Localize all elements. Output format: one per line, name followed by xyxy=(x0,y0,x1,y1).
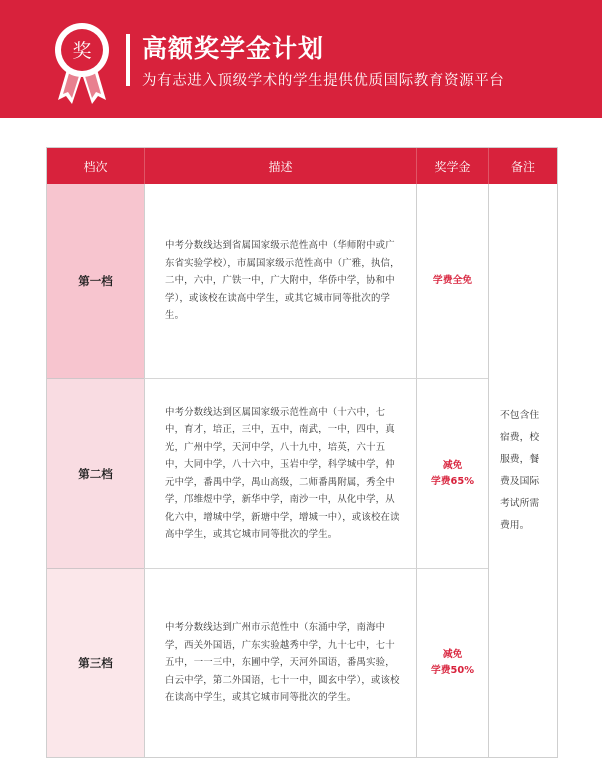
table-row-3-description xyxy=(144,568,416,757)
row-3-description-text: 中考分数线达到广州市示范性中（东涌中学，南海中学，西关外国语，广东实验越秀中学，九十七中，七十五中，一一三中，东圃中学，天河外国语，番禺实验，白云中学，第二外国语，七十一中，圆玄中学），或该校在读高中学生，或其它城市同等批次的学生。 xyxy=(165,622,400,704)
table-row-1-award xyxy=(416,184,488,378)
page-subtitle: 为有志进入顶级学术的学生提供优质国际教育资源平台 xyxy=(142,73,505,89)
header-award: 奖学金 xyxy=(416,148,488,184)
table-row-2-tier: 第二档 xyxy=(47,378,144,568)
row-2-description-text: 中考分数线达到区属国家级示范性高中（十六中，七中，育才，培正，三中，五中，南武，一中，四中，真光，广州中学，天河中学，八十九中，培英，六十五中，大同中学，八十六中，玉岩中学，科学城中学，仲元中学，番禺中学，禺山高级，二师番禺附属，秀全中学，邝维煜中学，新华中学，南沙一中，从化中学，从化六中，增城中学，新塘中学，增城一中），或该校在读高中学生，或其它城市同等批次的学生。 xyxy=(165,406,400,540)
row-2-award-line1: 减免 xyxy=(442,459,463,471)
table-note-cell xyxy=(488,184,557,757)
row-1-award-line1: 学费全免 xyxy=(432,275,473,286)
header-tier: 档次 xyxy=(47,148,144,184)
page-title: 高额奖学金计划 xyxy=(142,34,325,63)
row-3-award-line2: 学费50% xyxy=(430,665,475,676)
table-row-1-description xyxy=(144,184,416,378)
badge-char: 奖 xyxy=(72,40,92,62)
row-2-award-line2: 学费65% xyxy=(430,475,475,487)
header-note: 备注 xyxy=(488,148,557,184)
table-row-2-description xyxy=(144,378,416,568)
header-banner xyxy=(0,0,602,118)
row-1-description-text: 中考分数线达到省属国家级示范性高中（华师附中或广东省实验学校），市属国家级示范性高中（广雅，执信，二中，六中，广铁一中，广大附中，华侨中学，协和中学），或该校在读高中学生，或其它城市同等批次的学生。 xyxy=(165,240,400,322)
table-row-3-tier: 第三档 xyxy=(47,568,144,757)
table-row-3-award xyxy=(416,568,488,757)
header-description: 描述 xyxy=(144,148,416,184)
table-row-2-award xyxy=(416,378,488,568)
award-ribbon-icon xyxy=(52,14,112,106)
title-divider xyxy=(126,34,130,86)
note-text: 不包含住宿费，校服费，餐费及国际考试所需费用。 xyxy=(500,409,540,531)
row-3-award-line1: 减免 xyxy=(442,649,463,660)
scholarship-table xyxy=(46,147,558,758)
table-row-1-tier: 第一档 xyxy=(47,184,144,378)
